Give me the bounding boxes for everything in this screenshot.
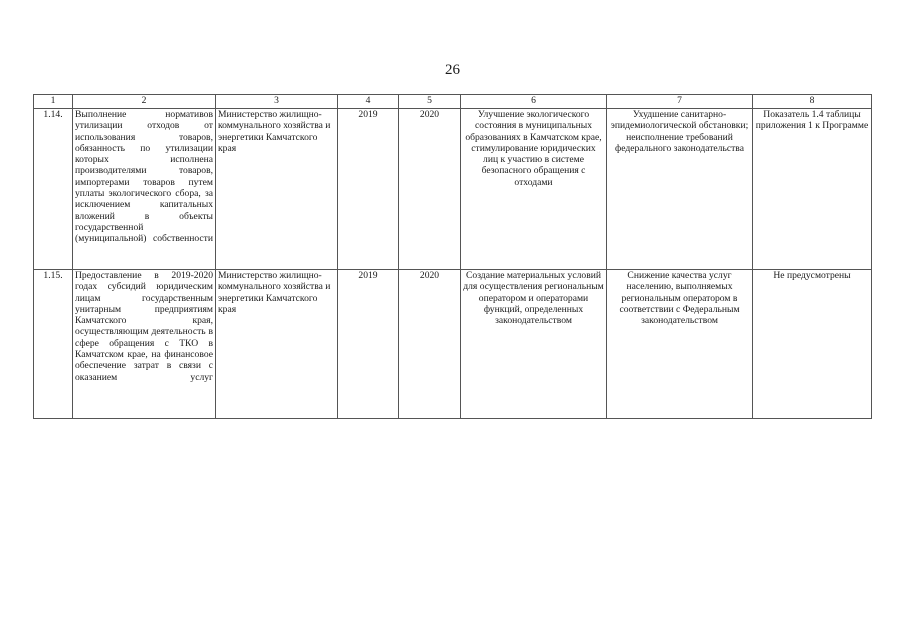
start-year-cell: 2019 bbox=[338, 109, 399, 270]
indicator-cell: Показатель 1.4 таблицы приложения 1 к Программе bbox=[753, 109, 872, 270]
row-number: 1.14. bbox=[34, 109, 73, 270]
result-cell: Улучшение экологического состояния в муниципальных образованиях в Камчатском крае, стимулирование юридических лиц к участию в системе безопасного обращения с отходами bbox=[461, 109, 607, 270]
column-header: 7 bbox=[607, 95, 753, 109]
column-header: 8 bbox=[753, 95, 872, 109]
column-header: 1 bbox=[34, 95, 73, 109]
measure-cell: Предоставление в 2019-2020 годах субсидий юридическим лицам государственным унитарным предприятиям Камчатского края, осуществляющим деятельность в сфере обращения с ТКО в Камчатском крае, на финансовое обеспечение затрат в связи с оказанием услуг bbox=[73, 270, 216, 419]
row-number: 1.15. bbox=[34, 270, 73, 419]
end-year-cell: 2020 bbox=[399, 109, 461, 270]
column-header: 5 bbox=[399, 95, 461, 109]
start-year-cell: 2019 bbox=[338, 270, 399, 419]
column-header: 2 bbox=[73, 95, 216, 109]
page-number: 26 bbox=[445, 62, 460, 78]
indicator-cell: Не предусмотрены bbox=[753, 270, 872, 419]
consequences-cell: Ухудшение санитарно-эпидемиологической обстановки; неисполнение требований федерального законодательства bbox=[607, 109, 753, 270]
result-cell: Создание материальных условий для осуществления региональным оператором и операторами функций, определенных законодательством bbox=[461, 270, 607, 419]
end-year-cell: 2020 bbox=[399, 270, 461, 419]
column-header: 3 bbox=[216, 95, 338, 109]
measure-cell: Выполнение нормативов утилизации отходов от использования товаров, обязанность по утилизации которых исполнена производителями товаров, импортерами товаров путем уплаты экологического сбора, за исключением капитальных вложений в объекты государственной (муниципальной) собственности bbox=[73, 109, 216, 270]
table-row bbox=[34, 109, 872, 270]
consequences-cell: Снижение качества услуг населению, выполняемых региональным оператором в соответствии с Федеральным законодательством bbox=[607, 270, 753, 419]
header-row bbox=[34, 95, 872, 109]
column-header: 6 bbox=[461, 95, 607, 109]
measures-table bbox=[33, 94, 872, 419]
executor-cell: Министерство жилищно-коммунального хозяйства и энергетики Камчатского края bbox=[216, 109, 338, 270]
column-header: 4 bbox=[338, 95, 399, 109]
table-row bbox=[34, 270, 872, 419]
executor-cell: Министерство жилищно-коммунального хозяйства и энергетики Камчатского края bbox=[216, 270, 338, 419]
